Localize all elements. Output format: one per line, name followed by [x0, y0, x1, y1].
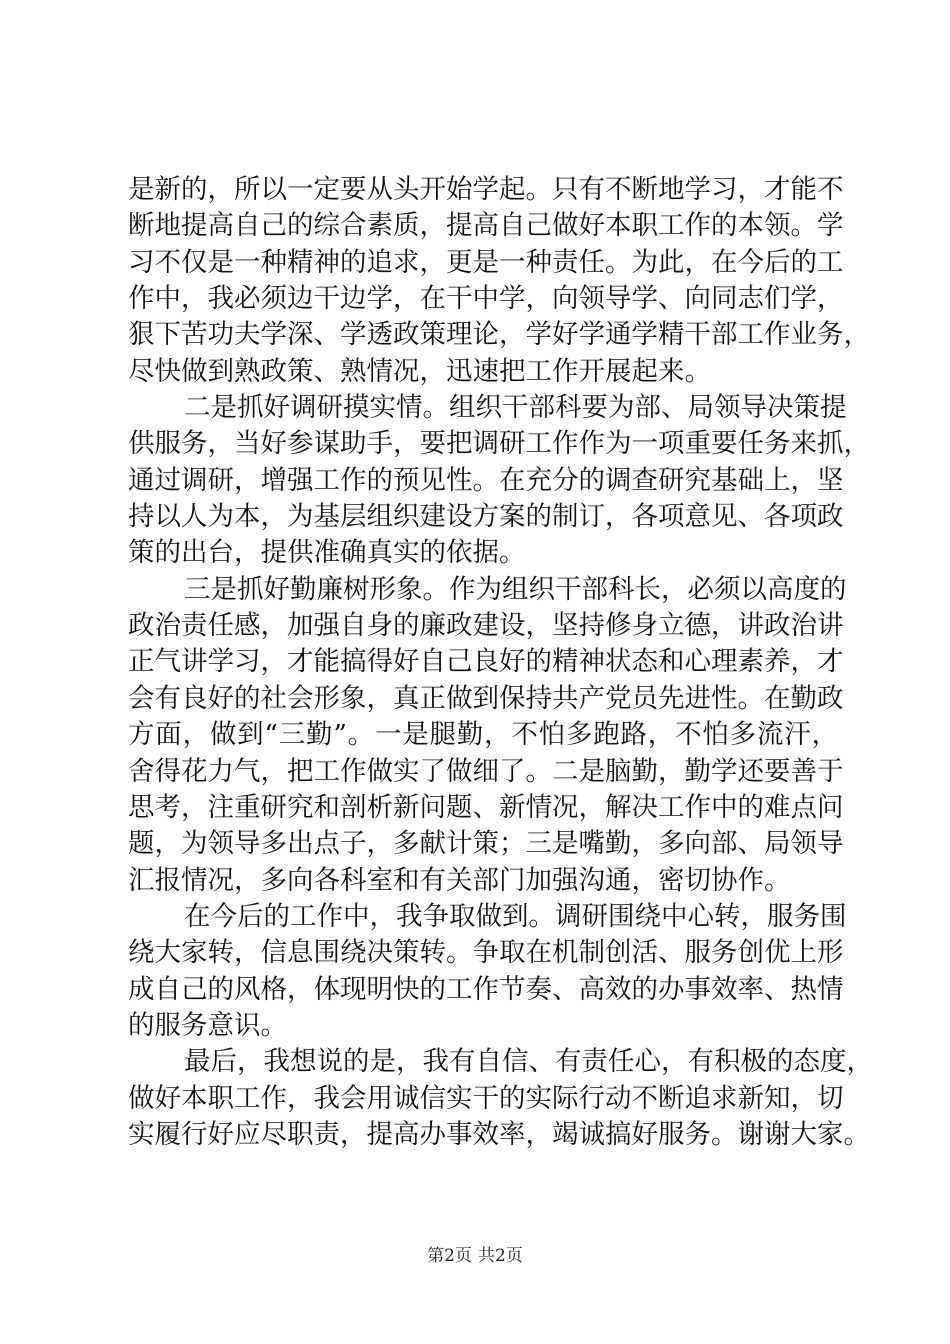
page-footer [0, 1244, 950, 1268]
text-line: 政治责任感，加强自身的廉政建设，坚持修身立德，讲政治讲 [128, 610, 844, 642]
text-line: 思考，注重研究和剖析新问题、新情况，解决工作中的难点问 [128, 791, 844, 823]
text-line: 做好本职工作，我会用诚信实干的实际行动不断追求新知，切 [128, 1082, 844, 1114]
text-line: 方面，做到“三勤”。一是腿勤，不怕多跑路，不怕多流汗， [128, 719, 838, 751]
paragraph-2 [128, 390, 870, 572]
text-line: 绕大家转，信息围绕决策转。争取在机制创活、服务创优上形 [128, 937, 844, 969]
text-line: 断地提高自己的综合素质，提高自己做好本职工作的本领。学 [128, 210, 844, 242]
text-line: 题，为领导多出点子，多献计策；三是嘴勤，多向部、局领导 [128, 828, 844, 860]
text-line: 最后，我想说的是，我有自信、有责任心，有积极的态度， [184, 1046, 873, 1078]
text-line: 实履行好应尽职责，提高办事效率，竭诚搞好服务。谢谢大家。 [128, 1118, 870, 1150]
paragraph-3 [128, 572, 847, 899]
paragraph-4 [128, 899, 847, 1044]
text-line: 会有良好的社会形象，真正做到保持共产党员先进性。在勤政 [128, 682, 844, 714]
text-line: 习不仅是一种精神的追求，更是一种责任。为此，在今后的工 [128, 246, 844, 278]
paragraph-5 [128, 1044, 873, 1153]
text-line: 持以人为本，为基层组织建设方案的制订，各项意见、各项政 [128, 501, 844, 533]
text-line: 正气讲学习，才能搞得好自己良好的精神状态和心理素养，才 [128, 646, 844, 678]
document-body [128, 172, 873, 1153]
text-line: 供服务，当好参谋助手，要把调研工作作为一项重要任务来抓， [128, 428, 870, 460]
page-total: 共2页 [478, 1246, 523, 1266]
text-line: 的服务意识。 [128, 1009, 287, 1041]
text-line: 尽快做到熟政策、熟情况，迅速把工作开展起来。 [128, 355, 711, 387]
text-line: 在今后的工作中，我争取做到。调研围绕中心转，服务围 [184, 900, 847, 932]
text-line: 狠下苦功夫学深、学透政策理论，学好学通学精干部工作业务， [128, 319, 870, 351]
text-line: 汇报情况，多向各科室和有关部门加强沟通，密切协作。 [128, 864, 791, 896]
text-line: 成自己的风格，体现明快的工作节奏、高效的办事效率、热情 [128, 973, 844, 1005]
text-line: 是新的，所以一定要从头开始学起。只有不断地学习，才能不 [128, 174, 844, 205]
text-line: 策的出台，提供准确真实的依据。 [128, 537, 526, 569]
paragraph-1 [128, 172, 870, 390]
text-line: 通过调研，增强工作的预见性。在充分的调查研究基础上，坚 [128, 464, 844, 496]
text-line: 舍得花力气，把工作做实了做细了。二是脑勤，勤学还要善于 [128, 755, 844, 787]
text-line: 三是抓好勤廉树形象。作为组织干部科长，必须以高度的 [184, 573, 847, 605]
text-line: 作中，我必须边干边学，在干中学，向领导学、向同志们学， [128, 283, 844, 315]
text-line: 二是抓好调研摸实情。组织干部科要为部、局领导决策提 [184, 392, 847, 424]
page-number: 第2页 [427, 1246, 472, 1266]
